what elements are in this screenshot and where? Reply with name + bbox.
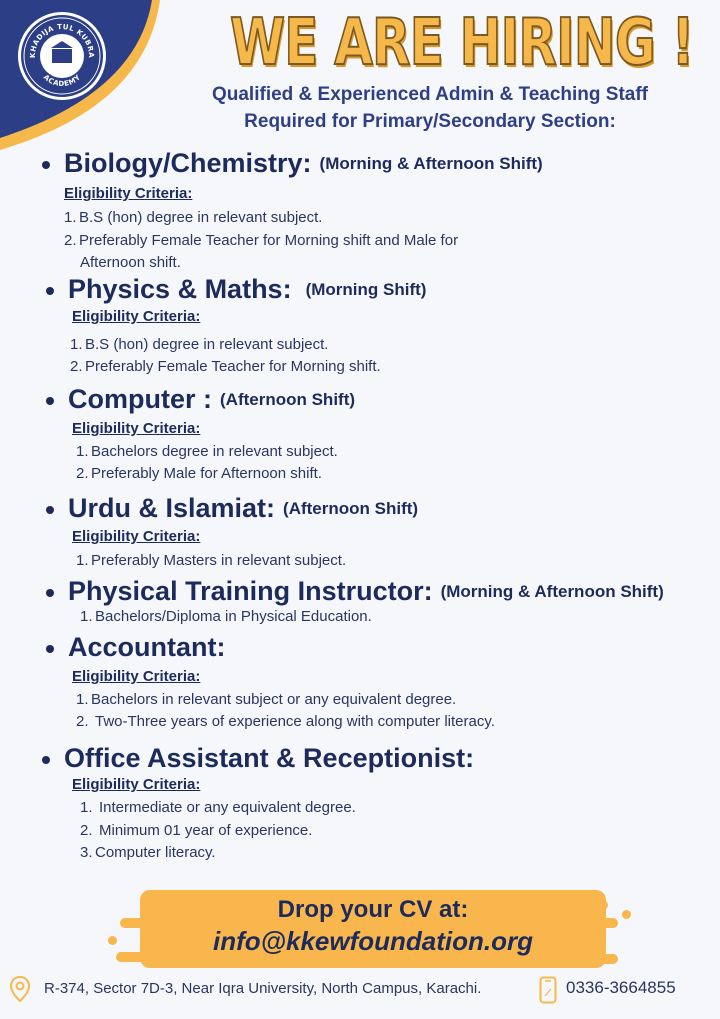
location-pin-icon [10, 976, 30, 1002]
position-title: Office Assistant & Receptionist: [64, 743, 475, 773]
list-item: 1. Intermediate or any equivalent degree. [80, 799, 356, 816]
list-item: 1. B.S (hon) degree in relevant subject. [70, 336, 329, 353]
position-title: Urdu & Islamiat: (Afternoon Shift) [68, 493, 419, 523]
list-item: 1. B.S (hon) degree in relevant subject. [64, 209, 323, 226]
bullet-icon [46, 287, 54, 295]
list-item: 1. Preferably Masters in relevant subject. [76, 552, 347, 569]
criteria-label: Eligibility Criteria: [72, 308, 201, 325]
criteria-label: Eligibility Criteria: [64, 185, 193, 202]
list-item: 3. Computer literacy. [80, 844, 216, 861]
subheading-line2: Required for Primary/Secondary Section: [244, 111, 616, 132]
footer [0, 976, 720, 1006]
position-title: Computer : (Afternoon Shift) [68, 384, 356, 414]
list-item: 1. Bachelors/Diploma in Physical Education. [80, 608, 372, 625]
list-item: Afternoon shift. [80, 254, 181, 271]
bullet-icon [42, 756, 50, 764]
svg-text:KHADIJA TUL KUBRA: KHADIJA TUL KUBRA [28, 22, 96, 59]
phone-number[interactable]: 0336-3664855 [566, 978, 676, 997]
list-item: 2. Two-Three years of experience along with computer literacy. [76, 713, 495, 730]
svg-text:ACADEMY: ACADEMY [41, 73, 83, 89]
mobile-phone-icon [539, 976, 557, 1004]
position-title: Physics & Maths: (Morning Shift) [68, 274, 427, 304]
criteria-label: Eligibility Criteria: [72, 668, 201, 685]
decor-dot [622, 910, 631, 919]
list-item: 2. Preferably Female Teacher for Morning shift and Male for [64, 232, 459, 249]
bullet-icon [42, 161, 50, 169]
bullet-icon [46, 589, 54, 597]
criteria-label: Eligibility Criteria: [72, 528, 201, 545]
list-item: 2. Minimum 01 year of experience. [80, 822, 313, 839]
decor-dot [108, 936, 117, 945]
bullet-icon [46, 397, 54, 405]
position-title: Physical Training Instructor: (Morning & Afternoon Shift) [68, 576, 664, 606]
address-text: R-374, Sector 7D-3, Near Iqra University, North Campus, Karachi. [44, 980, 482, 997]
subheading-line1: Qualified & Experienced Admin & Teaching Staff [211, 84, 649, 105]
list-item: 1. Bachelors degree in relevant subject. [76, 443, 338, 460]
headline: WE ARE HIRING ! [230, 6, 694, 80]
bullet-icon [46, 645, 54, 653]
list-item: 2. Preferably Female Teacher for Morning shift. [70, 358, 381, 375]
email-link[interactable]: info@kkewfoundation.org [213, 926, 533, 956]
academy-logo [18, 12, 106, 100]
list-item: 2. Preferably Male for Afternoon shift. [76, 465, 322, 482]
position-title: Accountant: [68, 632, 226, 662]
position-title: Biology/Chemistry: (Morning & Afternoon Shift) [64, 148, 543, 178]
criteria-label: Eligibility Criteria: [72, 420, 201, 437]
bullet-icon [46, 506, 54, 514]
list-item: 1. Bachelors in relevant subject or any equivalent degree. [76, 691, 457, 708]
criteria-label: Eligibility Criteria: [72, 776, 201, 793]
cta-text: Drop your CV at: [277, 896, 469, 923]
cv-drop-banner [140, 890, 606, 968]
